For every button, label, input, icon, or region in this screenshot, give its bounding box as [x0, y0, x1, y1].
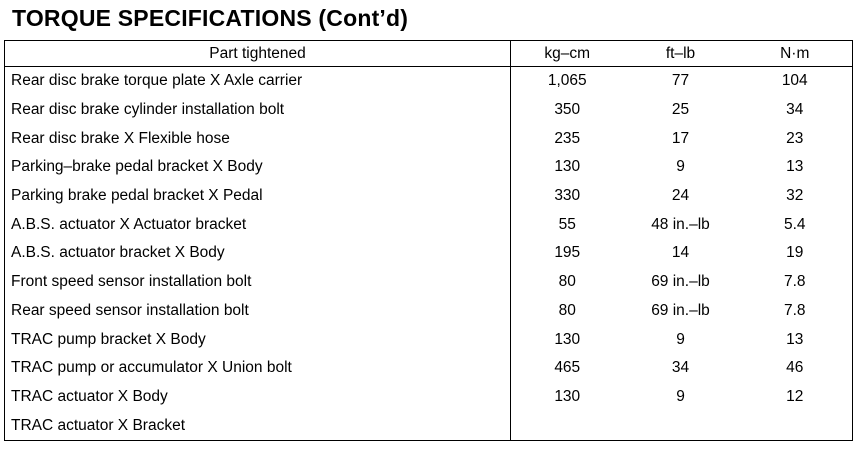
nm-cell: 23 [738, 124, 853, 153]
torque-spec-table [4, 40, 853, 441]
page-title: TORQUE SPECIFICATIONS (Cont’d) [12, 5, 409, 31]
kgcm-cell: 235 [511, 124, 624, 153]
kgcm-cell: 330 [511, 182, 624, 211]
ftlb-cell: 77 [671, 72, 690, 90]
part-cell: Parking brake pedal bracket X Pedal [5, 182, 511, 211]
ftlb-cell: 25 [671, 101, 690, 119]
table-row [5, 354, 853, 383]
nm-cell: 7.8 [738, 297, 853, 326]
ftlb-cell: 14 [671, 244, 690, 262]
part-cell: Rear disc brake X Flexible hose [5, 124, 511, 153]
table-row [5, 67, 853, 96]
table-row [5, 210, 853, 239]
ftlb-cell: 48 in.–lb [651, 215, 710, 233]
nm-cell: 19 [738, 239, 853, 268]
column-header-part: Part tightened [5, 41, 511, 67]
ftlb-cell: 17 [671, 129, 690, 147]
table-header-row [5, 41, 853, 67]
part-cell: A.B.S. actuator bracket X Body [5, 239, 511, 268]
nm-cell: 46 [738, 354, 853, 383]
part-cell: Parking–brake pedal bracket X Body [5, 153, 511, 182]
part-cell: TRAC pump bracket X Body [5, 325, 511, 354]
nm-cell: 13 [738, 153, 853, 182]
table-row [5, 239, 853, 268]
ftlb-cell: 9 [676, 158, 685, 176]
kgcm-cell: 350 [511, 96, 624, 125]
table-row [5, 268, 853, 297]
kgcm-cell: 195 [511, 239, 624, 268]
part-cell: TRAC actuator X Body [5, 383, 511, 412]
part-cell: Rear disc brake torque plate X Axle carrier [5, 67, 511, 96]
part-cell: Rear speed sensor installation bolt [5, 297, 511, 326]
ftlb-cell: 9 [676, 387, 685, 405]
kgcm-cell [511, 411, 624, 440]
nm-cell: 13 [738, 325, 853, 354]
ftlb-cell [624, 411, 738, 440]
part-cell: Front speed sensor installation bolt [5, 268, 511, 297]
kgcm-cell: 80 [511, 297, 624, 326]
kgcm-cell: 130 [511, 383, 624, 412]
kgcm-cell: 130 [511, 325, 624, 354]
nm-cell: 12 [738, 383, 853, 412]
ftlb-cell: 24 [671, 187, 690, 205]
ftlb-cell: 69 in.–lb [651, 273, 710, 291]
table-row [5, 153, 853, 182]
part-cell: Rear disc brake cylinder installation bolt [5, 96, 511, 125]
kgcm-cell: 465 [511, 354, 624, 383]
part-cell: TRAC actuator X Bracket [5, 411, 511, 440]
table-row [5, 124, 853, 153]
table-body [5, 67, 853, 441]
nm-cell: 32 [738, 182, 853, 211]
column-header-nm: N·m [738, 41, 853, 67]
nm-cell [738, 411, 853, 440]
kgcm-cell: 55 [511, 210, 624, 239]
kgcm-cell: 1,065 [511, 67, 624, 96]
ftlb-cell: 69 in.–lb [651, 301, 710, 319]
nm-cell: 34 [738, 96, 853, 125]
table-row [5, 182, 853, 211]
table-row [5, 325, 853, 354]
ftlb-cell: 9 [676, 330, 685, 348]
column-header-kgcm: kg–cm [511, 41, 624, 67]
nm-cell: 104 [738, 67, 853, 96]
table-row [5, 297, 853, 326]
table-row [5, 383, 853, 412]
part-cell: A.B.S. actuator X Actuator bracket [5, 210, 511, 239]
ftlb-cell: 34 [671, 359, 690, 377]
nm-cell: 7.8 [738, 268, 853, 297]
kgcm-cell: 80 [511, 268, 624, 297]
table-row [5, 96, 853, 125]
part-cell: TRAC pump or accumulator X Union bolt [5, 354, 511, 383]
kgcm-cell: 130 [511, 153, 624, 182]
table-row [5, 411, 853, 440]
column-header-ftlb: ft–lb [624, 41, 738, 67]
nm-cell: 5.4 [738, 210, 853, 239]
